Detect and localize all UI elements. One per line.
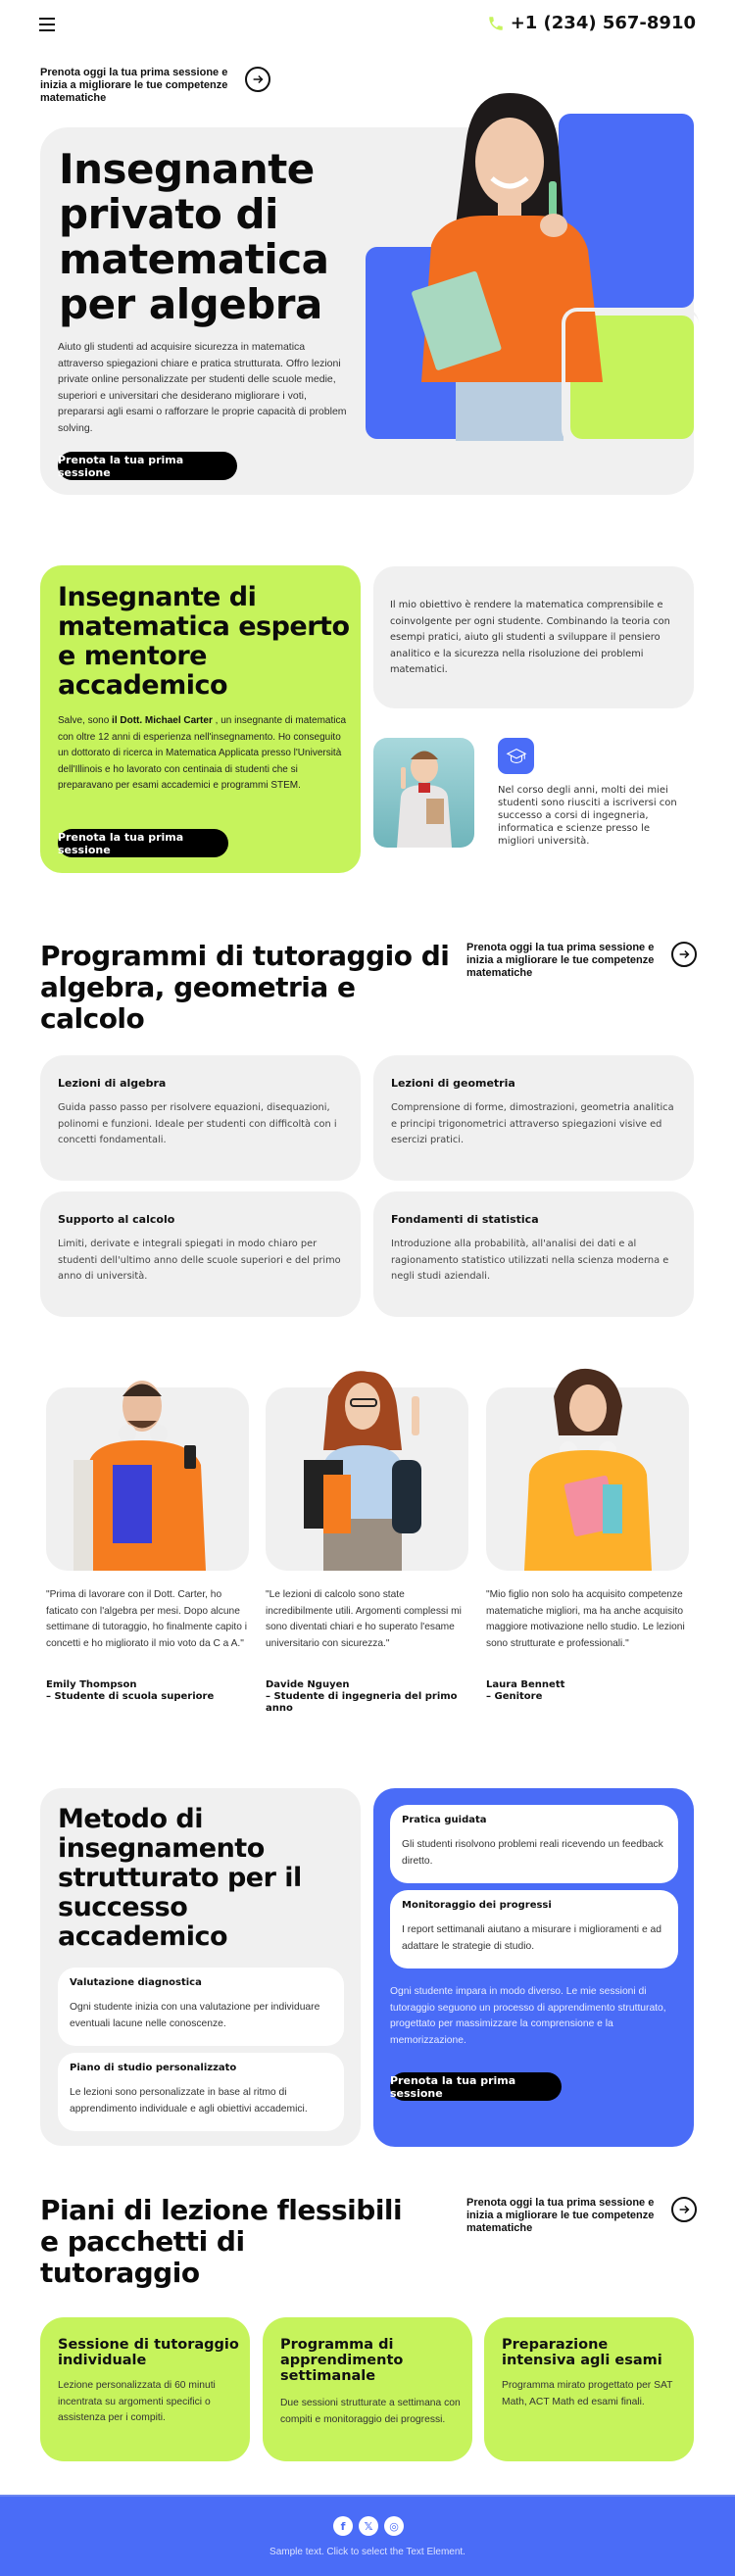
step-title: Monitoraggio dei progressi bbox=[402, 1900, 552, 1911]
plan-card bbox=[40, 2317, 250, 2461]
tutor-name: il Dott. Michael Carter bbox=[112, 715, 213, 726]
programs-title: Programmi di tutoraggio di algebra, geometria e calcolo bbox=[40, 940, 450, 1035]
author-role: – Studente di scuola superiore bbox=[46, 1691, 215, 1702]
arrow-right-circle-icon[interactable] bbox=[671, 2197, 697, 2222]
program-desc: Guida passo passo per risolvere equazioni, disequazioni, polinomi e funzioni. Ideale per studenti con difficoltà con i concetti fondamentali. bbox=[58, 1102, 337, 1145]
expert-title: Insegnante di matematica esperto e mentore accademico bbox=[58, 582, 350, 701]
x-twitter-icon[interactable]: 𝕏 bbox=[359, 2516, 378, 2536]
plan-card bbox=[484, 2317, 694, 2461]
program-title: Lezioni di geometria bbox=[391, 1077, 515, 1090]
cta-text: Prenota oggi la tua prima sessione e inizia a migliorare le tue competenze matematiche bbox=[466, 942, 655, 979]
program-card bbox=[373, 1191, 694, 1317]
facebook-icon[interactable]: f bbox=[333, 2516, 353, 2536]
cta-text: Prenota oggi la tua prima sessione e inizia a migliorare le tue competenze matematiche bbox=[466, 2197, 655, 2234]
program-card bbox=[373, 1055, 694, 1181]
achievement-text: Nel corso degli anni, molti dei miei studenti sono riusciti a iscriversi con successo a corsi di ingegneria, informatica e scienze presso le migliori università. bbox=[498, 785, 677, 847]
plan-title: Sessione di tutoraggio individuale bbox=[58, 2337, 239, 2368]
testimonial-quote: "Le lezioni di calcolo sono state incredibilmente utili. Argomenti complessi mi sono diventati chiari e ho superato l'esame universitario con sicurezza." bbox=[266, 1589, 462, 1649]
author-name: Laura Bennett bbox=[486, 1679, 565, 1690]
book-session-button[interactable]: Prenota la tua prima sessione bbox=[390, 2072, 562, 2101]
desc-prefix: Salve, sono bbox=[58, 715, 113, 726]
instagram-icon[interactable]: ◎ bbox=[384, 2516, 404, 2536]
step-title: Piano di studio personalizzato bbox=[70, 2063, 237, 2073]
student-photo bbox=[373, 738, 474, 848]
step-desc: Ogni studente inizia con una valutazione per individuare eventuali lacune nelle conoscenze. bbox=[70, 2002, 320, 2029]
testimonial-author bbox=[266, 1679, 471, 1715]
phone-number: +1 (234) 567-8910 bbox=[510, 13, 696, 33]
testimonial-photo-laura bbox=[510, 1367, 666, 1571]
decor-frame bbox=[562, 308, 699, 445]
plan-desc: Programma mirato progettato per SAT Math, ACT Math ed esami finali. bbox=[502, 2380, 673, 2407]
program-title: Supporto al calcolo bbox=[58, 1213, 175, 1226]
program-card bbox=[40, 1191, 361, 1317]
desc-suffix: , un insegnante di matematica con oltre 12 anni di esperienza nell'insegnamento. Ho conseguito un dottorato di ricerca in Matematica Applicata presso l'Università dell'Illinois e ho lavorato con centinaia di studenti che si preparavano per esami accademici e programmi STEM. bbox=[58, 715, 347, 791]
step-desc: I report settimanali aiutano a misurare i miglioramenti e ad adattare le strategie di studio. bbox=[402, 1924, 662, 1952]
book-session-link[interactable] bbox=[466, 2197, 697, 2235]
author-name: Davide Nguyen bbox=[266, 1679, 350, 1690]
hero-description: Aiuto gli studenti ad acquisire sicurezza in matematica attraverso spiegazioni chiare e pratica strutturata. Offro lezioni private online personalizzate per studenti delle scuole medie, superiori e universitari che desiderano migliorare i voti, prepararsi agli esami o rafforzare le proprie capacità di problem solving. bbox=[58, 341, 347, 434]
method-step bbox=[58, 2053, 344, 2131]
method-step bbox=[390, 1805, 678, 1883]
method-title: Metodo di insegnamento strutturato per il successo accademico bbox=[58, 1804, 302, 1952]
footer-text: Sample text. Click to select the Text Element. bbox=[270, 2547, 466, 2557]
testimonial-photo-davide bbox=[284, 1367, 451, 1571]
step-desc: Gli studenti risolvono problemi reali ricevendo un feedback diretto. bbox=[402, 1839, 663, 1867]
testimonial-author bbox=[46, 1679, 252, 1703]
book-session-link[interactable] bbox=[466, 942, 697, 980]
plan-title: Programma di apprendimento settimanale bbox=[280, 2337, 404, 2384]
book-session-link[interactable] bbox=[40, 67, 270, 105]
plan-title: Preparazione intensiva agli esami bbox=[502, 2337, 662, 2368]
step-title: Valutazione diagnostica bbox=[70, 1977, 202, 1988]
program-desc: Limiti, derivate e integrali spiegati in modo chiaro per studenti dell'ultimo anno delle scuole superiori e del primo anno di università. bbox=[58, 1239, 341, 1282]
author-role: – Studente di ingegneria del primo anno bbox=[266, 1691, 458, 1714]
expert-description bbox=[58, 713, 348, 795]
book-session-button[interactable]: Prenota la tua prima sessione bbox=[58, 829, 228, 857]
testimonial-author bbox=[486, 1679, 692, 1703]
hero-title: Insegnante privato di matematica per algebra bbox=[59, 145, 329, 328]
method-paragraph: Ogni studente impara in modo diverso. Le mie sessioni di tutoraggio seguono un processo di apprendimento strutturato, progettato per massimizzare la comprensione e la memorizzazione. bbox=[390, 1986, 666, 2046]
cta-text: Prenota oggi la tua prima sessione e inizia a migliorare le tue competenze matematiche bbox=[40, 67, 228, 104]
goal-text: Il mio obiettivo è rendere la matematica comprensibile e coinvolgente per ogni studente. Combinando la teoria con esempi pratici, aiuto gli studenti a sviluppare il pensiero analitico e la sicurezza nella risoluzione dei problemi matematici. bbox=[390, 600, 670, 675]
arrow-right-circle-icon[interactable] bbox=[245, 67, 270, 92]
step-desc: Le lezioni sono personalizzate in base al ritmo di apprendimento individuale e agli obiettivi accademici. bbox=[70, 2087, 308, 2114]
program-desc: Comprensione di forme, dimostrazioni, geometria analitica e principi trigonometrici attraverso spiegazioni visive ed esercizi pratici. bbox=[391, 1102, 674, 1145]
program-title: Lezioni di algebra bbox=[58, 1077, 167, 1090]
plans-title: Piani di lezione flessibili e pacchetti di tutoraggio bbox=[40, 2194, 403, 2289]
author-name: Emily Thompson bbox=[46, 1679, 137, 1690]
method-step bbox=[58, 1968, 344, 2046]
phone-icon bbox=[487, 15, 505, 32]
program-desc: Introduzione alla probabilità, all'analisi dei dati e al ragionamento statistico utilizzati nella scienza moderna e negli studi aziendali. bbox=[391, 1239, 669, 1282]
program-title: Fondamenti di statistica bbox=[391, 1213, 539, 1226]
method-step bbox=[390, 1890, 678, 1968]
plan-desc: Lezione personalizzata di 60 minuti incentrata su argomenti specifici o assistenza per i compiti. bbox=[58, 2380, 216, 2423]
testimonial-photo-emily bbox=[69, 1367, 225, 1571]
hamburger-icon[interactable] bbox=[39, 18, 55, 31]
book-session-button[interactable]: Prenota la tua prima sessione bbox=[58, 452, 237, 480]
testimonial-quote: "Mio figlio non solo ha acquisito competenze matematiche migliori, ma ha anche acquisito maggiore motivazione nello studio. Le lezioni sono strutturate e professionali." bbox=[486, 1589, 685, 1649]
testimonial-quote: "Prima di lavorare con il Dott. Carter, ho faticato con l'algebra per mesi. Dopo alcune settimane di tutoraggio, ho finalmente capito i concetti e ho migliorato il mio voto da C a A." bbox=[46, 1589, 248, 1649]
program-card bbox=[40, 1055, 361, 1181]
author-role: – Genitore bbox=[486, 1691, 543, 1702]
graduation-cap-icon bbox=[498, 738, 534, 774]
phone-link[interactable] bbox=[487, 13, 696, 33]
arrow-right-circle-icon[interactable] bbox=[671, 942, 697, 967]
step-title: Pratica guidata bbox=[402, 1815, 487, 1825]
plan-desc: Due sessioni strutturate a settimana con compiti e monitoraggio dei progressi. bbox=[280, 2398, 461, 2425]
plan-card bbox=[263, 2317, 472, 2461]
social-links bbox=[333, 2516, 404, 2536]
